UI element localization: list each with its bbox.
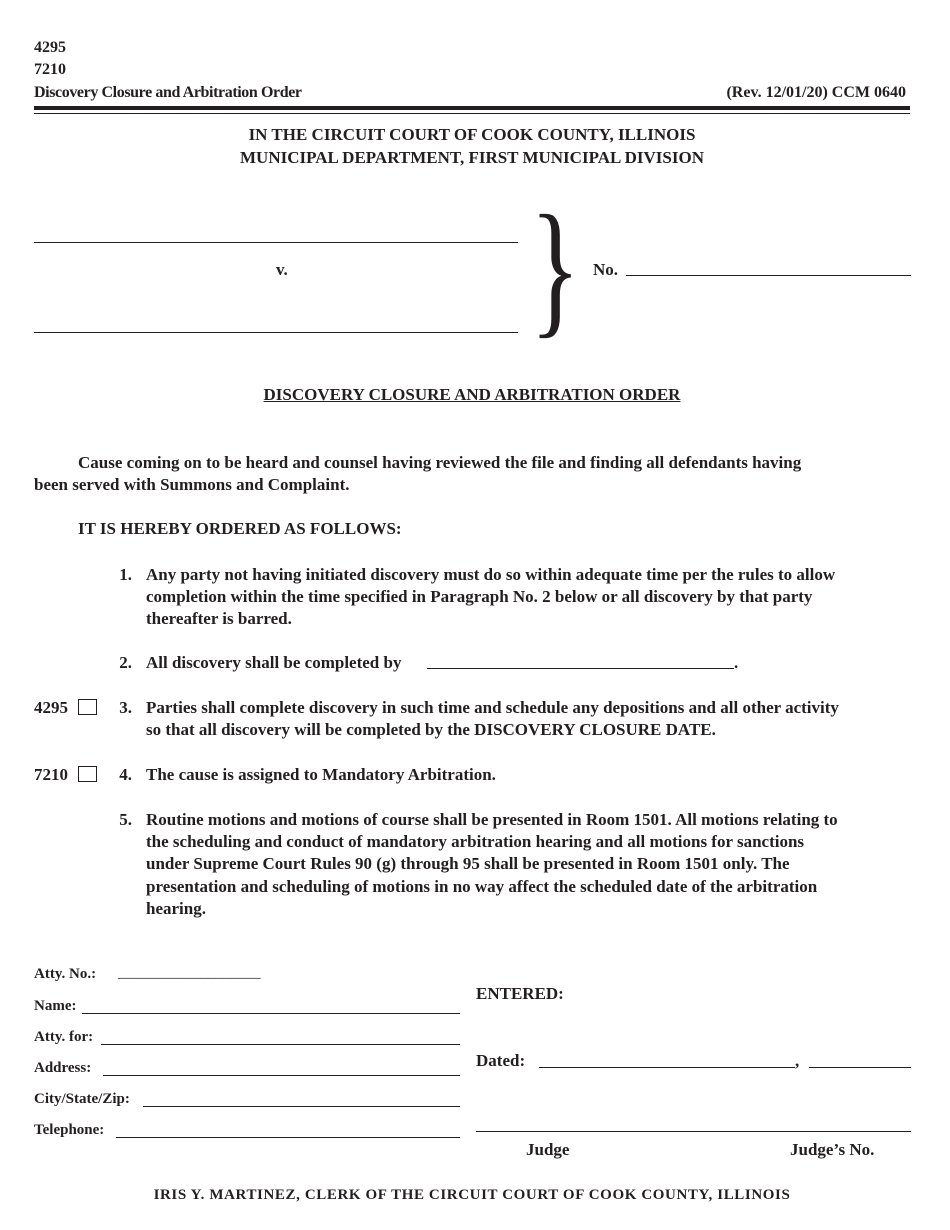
item-3-code: 4295 bbox=[34, 698, 68, 717]
caption-brace: } bbox=[530, 185, 581, 351]
defendant-line[interactable] bbox=[34, 332, 518, 333]
telephone-field[interactable] bbox=[116, 1137, 460, 1138]
versus-label: v. bbox=[276, 260, 288, 279]
judge-signature-line[interactable] bbox=[476, 1131, 911, 1132]
item-5-line-2: the scheduling and conduct of mandatory arbitration hearing and all motions for sanctions bbox=[146, 832, 805, 851]
item-5-line-1: Routine motions and motions of course shall be presented in Room 1501. All motions relating to bbox=[146, 810, 838, 829]
address-label: Address: bbox=[34, 1060, 92, 1076]
atty-for-label: Atty. for: bbox=[34, 1029, 94, 1045]
checkbox-7210[interactable] bbox=[78, 766, 97, 782]
plaintiff-line[interactable] bbox=[34, 242, 518, 243]
form-code-4295: 4295 bbox=[34, 39, 66, 56]
item-5-line-4: presentation and scheduling of motions in no way affect the scheduled date of the arbitration bbox=[146, 877, 818, 896]
city-state-zip-label: City/State/Zip: bbox=[34, 1091, 130, 1107]
discovery-date-line[interactable] bbox=[427, 668, 734, 669]
intro-line-2: been served with Summons and Complaint. bbox=[34, 475, 350, 494]
court-division: MUNICIPAL DEPARTMENT, FIRST MUNICIPAL DIVISION bbox=[240, 148, 704, 167]
item-4-code: 7210 bbox=[34, 765, 68, 784]
item-2-text: All discovery shall be completed by bbox=[146, 653, 402, 672]
judge-no-label: Judge’s No. bbox=[790, 1140, 875, 1159]
dated-field[interactable] bbox=[539, 1067, 795, 1068]
dated-label: Dated: bbox=[476, 1051, 526, 1070]
item-1-number: 1. bbox=[119, 565, 132, 584]
item-3-line-2: so that all discovery will be completed by the DISCOVERY CLOSURE DATE. bbox=[146, 720, 716, 739]
city-state-zip-field[interactable] bbox=[143, 1106, 460, 1107]
revision-code: (Rev. 12/01/20) CCM 0640 bbox=[726, 84, 906, 101]
court-name: IN THE CIRCUIT COURT OF COOK COUNTY, ILLINOIS bbox=[248, 125, 696, 144]
case-number-line[interactable] bbox=[626, 275, 911, 276]
entered-label: ENTERED: bbox=[476, 984, 564, 1003]
atty-no-label: Atty. No.: bbox=[34, 966, 97, 982]
dated-year-field[interactable] bbox=[809, 1067, 911, 1068]
item-1-line-3: thereafter is barred. bbox=[146, 609, 292, 628]
order-title: DISCOVERY CLOSURE AND ARBITRATION ORDER bbox=[263, 385, 681, 404]
item-1-line-1: Any party not having initiated discovery must do so within adequate time per the rules to allow bbox=[146, 565, 836, 584]
item-2-period: . bbox=[734, 653, 739, 672]
ordered-heading: IT IS HEREBY ORDERED AS FOLLOWS: bbox=[78, 519, 402, 538]
case-no-label: No. bbox=[593, 260, 619, 279]
item-4-number: 4. bbox=[119, 765, 132, 784]
header-rule-thick bbox=[34, 106, 910, 110]
item-5-line-3: under Supreme Court Rules 90 (g) through 95 shall be presented in Room 1501 only. The bbox=[146, 854, 790, 873]
item-5-number: 5. bbox=[119, 810, 132, 829]
item-4-text: The cause is assigned to Mandatory Arbitration. bbox=[146, 765, 496, 784]
item-1-line-2: completion within the time specified in Paragraph No. 2 below or all discovery by that party bbox=[146, 587, 813, 606]
atty-no-blank[interactable]: ___________________ bbox=[118, 965, 261, 981]
address-field[interactable] bbox=[103, 1075, 460, 1076]
form-code-7210: 7210 bbox=[34, 61, 66, 78]
name-label: Name: bbox=[34, 998, 77, 1014]
dated-comma: , bbox=[795, 1051, 800, 1070]
item-3-line-1: Parties shall complete discovery in such time and schedule any depositions and all other activity bbox=[146, 698, 839, 717]
telephone-label: Telephone: bbox=[34, 1122, 105, 1138]
checkbox-4295[interactable] bbox=[78, 699, 97, 715]
item-5-line-5: hearing. bbox=[146, 899, 206, 918]
name-field[interactable] bbox=[82, 1013, 460, 1014]
judge-label: Judge bbox=[526, 1140, 570, 1159]
header-rule-thin bbox=[34, 113, 910, 114]
atty-for-field[interactable] bbox=[101, 1044, 460, 1045]
intro-line-1: Cause coming on to be heard and counsel having reviewed the file and finding all defendants having bbox=[78, 453, 802, 472]
clerk-footer: IRIS Y. MARTINEZ, CLERK OF THE CIRCUIT COURT OF COOK COUNTY, ILLINOIS bbox=[153, 1187, 791, 1203]
form-title: Discovery Closure and Arbitration Order bbox=[34, 84, 302, 101]
item-3-number: 3. bbox=[119, 698, 132, 717]
item-2-number: 2. bbox=[119, 653, 132, 672]
